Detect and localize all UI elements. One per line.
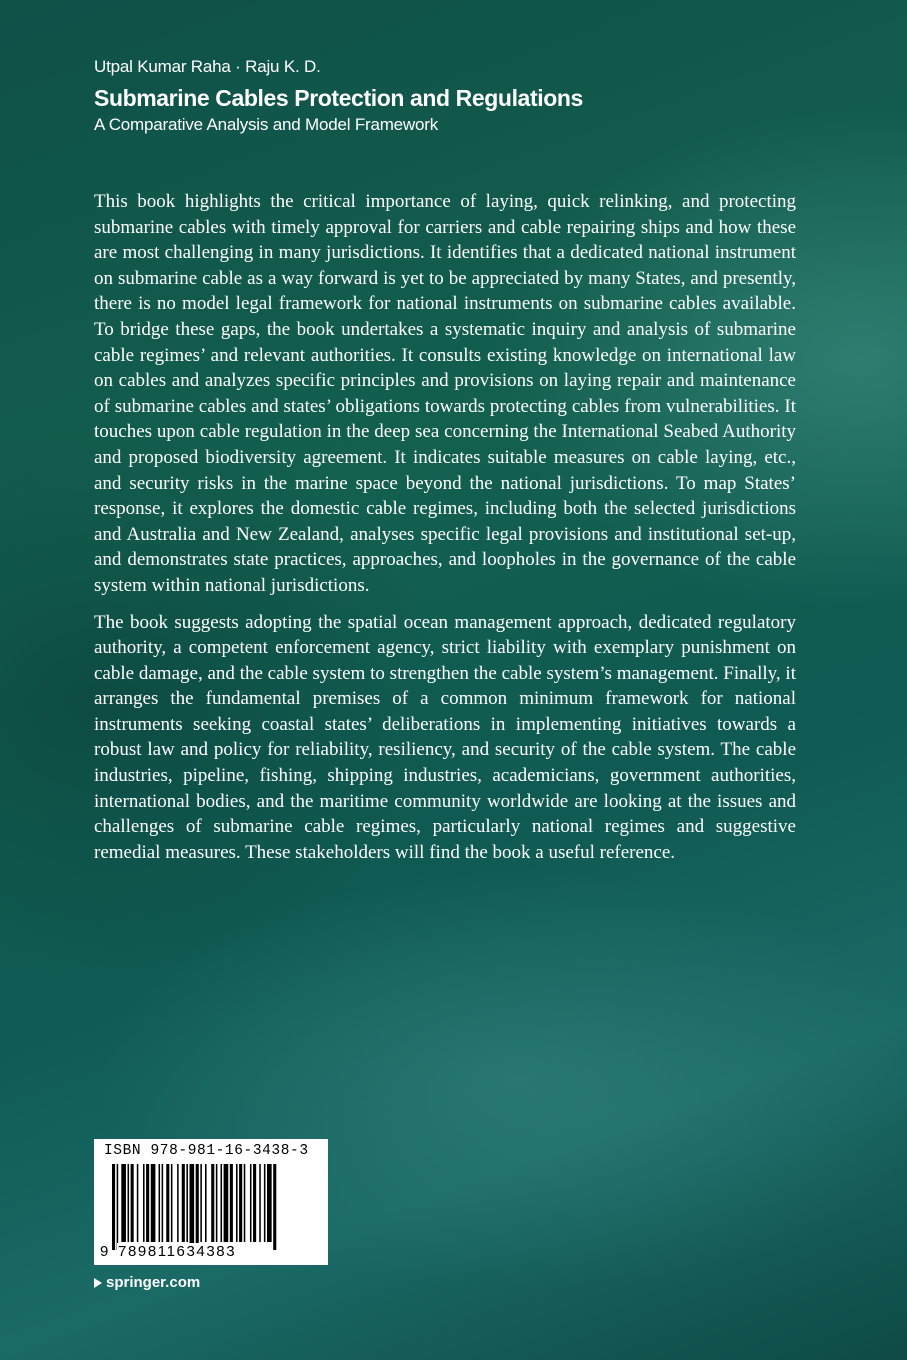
barcode-bar [239, 1164, 242, 1242]
barcode-first-digit: 9 [100, 1243, 110, 1260]
barcode-bar [121, 1164, 126, 1242]
barcode-digit-string: 789811634383 [118, 1243, 237, 1260]
isbn-number: ISBN 978-981-16-3438-3 [104, 1143, 309, 1159]
publisher-link[interactable] [94, 1273, 200, 1293]
barcode-bar [211, 1164, 214, 1242]
barcode-bar [244, 1164, 246, 1242]
barcode-bar [205, 1164, 207, 1242]
book-subtitle: A Comparative Analysis and Model Framework [94, 115, 439, 134]
book-authors: Utpal Kumar Raha · Raju K. D. [94, 57, 321, 76]
barcode-bar [166, 1164, 169, 1242]
description-paragraph-2: The book suggests adopting the spatial ocean management approach, dedicated regulatory authority, a competent enforcement agency, strict liability with exemplary punishment on cable damage, and the cable system to strengthen the cable system’s management. Finally, it arranges the fundamental premises of a common minimum framework for national instruments seeking coastal states’ deliberations in implementing initiatives towards a robust law and policy for reliability, resiliency, and security of the cable system. The cable industries, pipeline, fishing, shipping industries, academicians, government authorities, international bodies, and the maritime community worldwide are looking at the issues and challenges of submarine cable regimes, particularly national regimes and suggestive remedial measures. These stakeholders will find the book a useful reference. [94, 611, 796, 863]
cover-header [94, 56, 814, 136]
barcode-bar [250, 1164, 252, 1242]
book-title: Submarine Cables Protection and Regulations [94, 85, 583, 111]
barcode-bar [267, 1164, 272, 1242]
publisher-link-text[interactable]: springer.com [106, 1274, 201, 1291]
barcode-icon [112, 1164, 316, 1250]
barcode-bar [196, 1164, 199, 1250]
barcode-bar [171, 1164, 173, 1242]
book-description [94, 189, 796, 876]
barcode-bar [182, 1164, 185, 1242]
barcode-bar [200, 1164, 202, 1242]
barcode-bar [137, 1164, 139, 1242]
barcode-bar [117, 1164, 119, 1250]
barcode-bar [190, 1164, 195, 1250]
barcode-bar [264, 1164, 266, 1242]
barcode-bar [230, 1164, 233, 1242]
barcode-bar [131, 1164, 134, 1242]
barcode-bar [151, 1164, 156, 1242]
barcode-bar [177, 1164, 179, 1242]
barcode-bar [216, 1164, 218, 1242]
barcode-bar [162, 1164, 164, 1242]
description-paragraph-1: This book highlights the critical importance of laying, quick relinking, and protecting submarine cables with timely approval for carriers and cable repairing ships and how these are most challenging in many jurisdictions. It identifies that a dedicated national instrument on submarine cable as a way forward is yet to be appreciated by many States, and presently, there is no model legal framework for national instruments on submarine cables available. To bridge these gaps, the book undertakes a systematic inquiry and analysis of submarine cable regimes’ and relevant authorities. It consults existing knowledge on international law on cables and analyzes specific principles and provisions on laying repair and maintenance of submarine cables and states’ obligations towards protecting cables from vulnerabilities. It touches upon cable regulation in the deep sea concerning the International Seabed Authority and proposed biodiversity agreement. It indicates suitable measures on cable laying, etc., and security risks in the marine space beyond the national jurisdictions. To map States’ response, it explores the domestic cable regimes, including both the selected jurisdictions and Australia and New Zealand, analyses specific legal provisions and institutional set-up, and demonstrates state practices, approaches, and loopholes in the governance of the cable system within national jurisdictions. [94, 191, 796, 596]
barcode-bar [146, 1164, 149, 1242]
barcode-bar [273, 1164, 276, 1250]
isbn-barcode [94, 1139, 328, 1265]
barcode-bar [128, 1164, 130, 1242]
barcode-bar [159, 1164, 161, 1242]
barcode-bar [253, 1164, 256, 1242]
barcode-bar [236, 1164, 238, 1242]
barcode-bar [143, 1164, 145, 1242]
barcode-bar [259, 1164, 261, 1242]
barcode-bar [224, 1164, 229, 1242]
barcode-bar [221, 1164, 223, 1242]
barcode-bar [186, 1164, 188, 1242]
barcode-bar [112, 1164, 115, 1250]
arrow-right-icon [94, 1278, 102, 1288]
